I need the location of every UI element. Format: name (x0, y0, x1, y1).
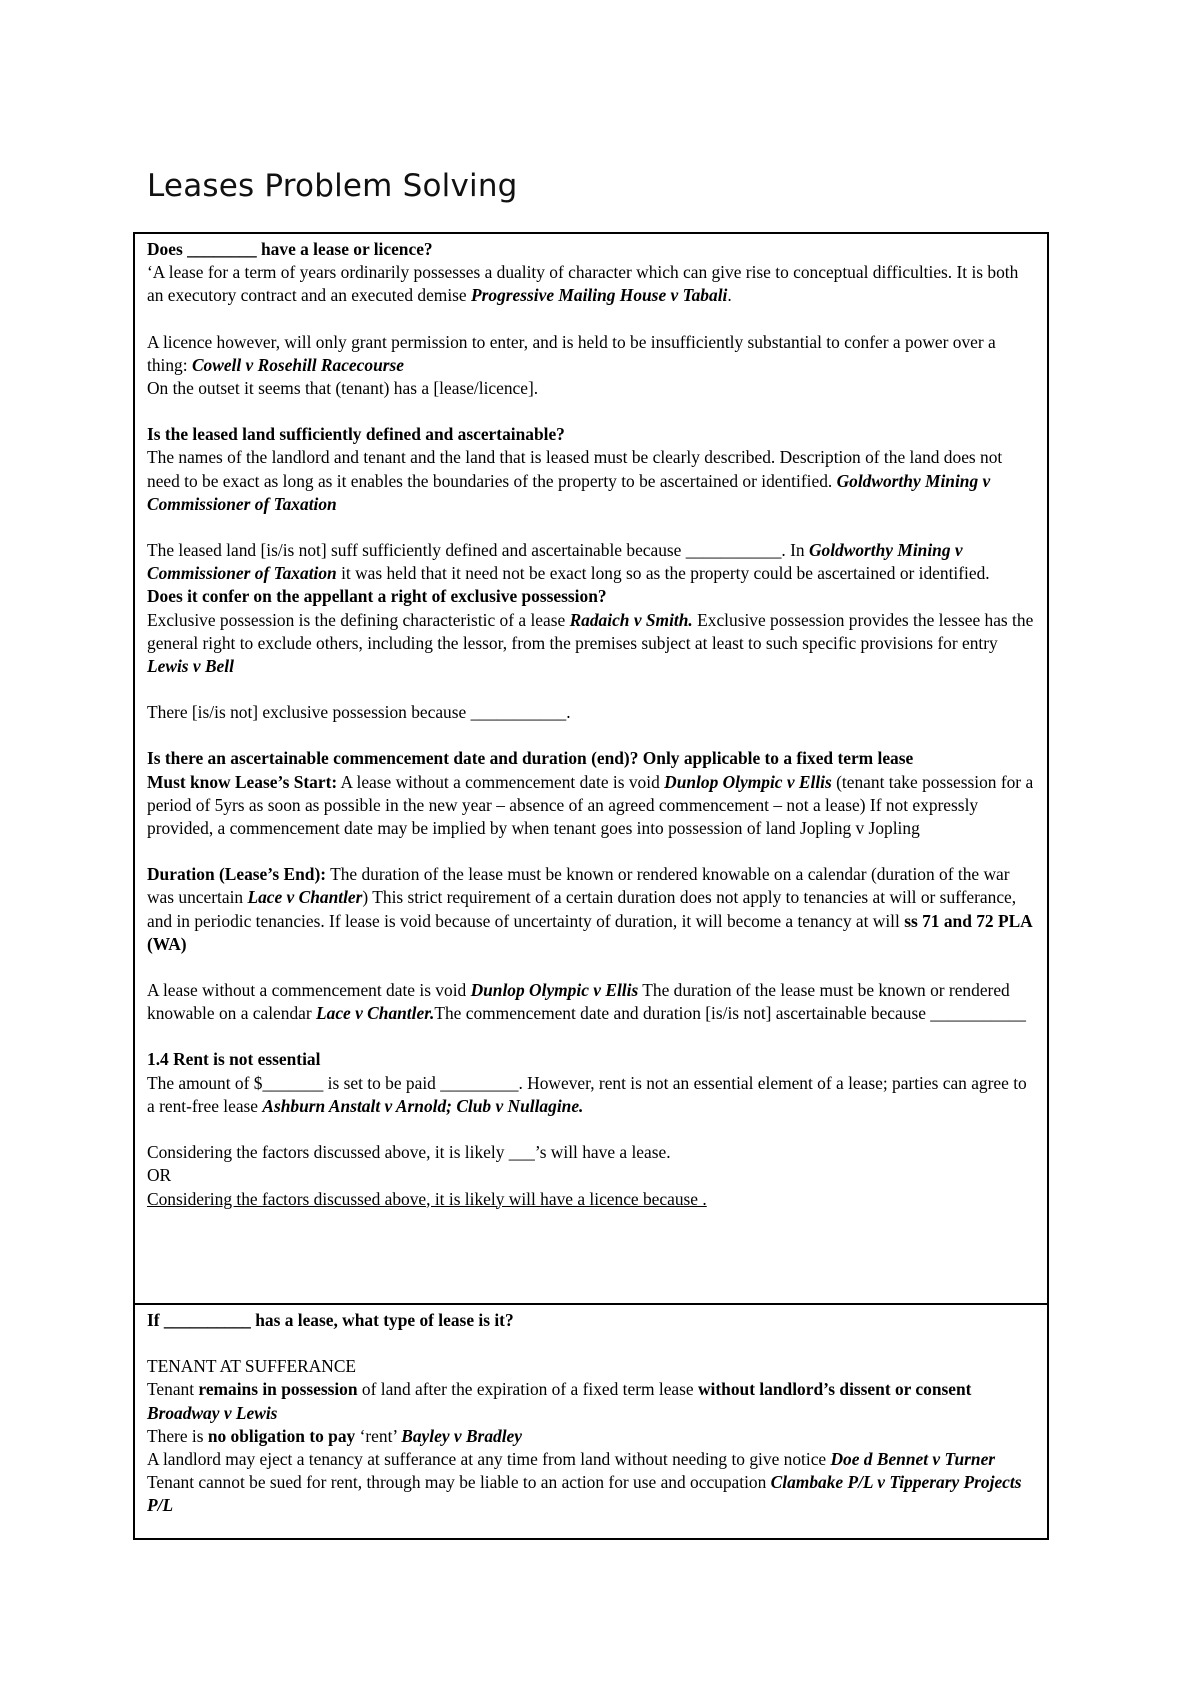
heading-text: 1.4 Rent is not essential (147, 1049, 321, 1070)
paragraph: Considering the factors discussed above, it is likely will have a licence because . (147, 1188, 707, 1209)
label-text: Duration (Lease’s End): (147, 864, 327, 885)
body-text: ’s will have a lease. (534, 1142, 671, 1163)
body-text: The duration of the lease must be known or rendered knowable on a calendar (duration of the war was uncertain (147, 864, 1010, 908)
case-citation: Dunlop Olympic v Ellis (470, 980, 639, 1001)
section-heading (147, 1048, 1037, 1071)
body-text: it was held that it need not be exact long so as the property could be ascertained or identified. (336, 563, 990, 584)
paragraph (147, 1072, 1037, 1118)
body-text: There [is/is not] exclusive possession because (147, 702, 471, 723)
body-text: There is (147, 1425, 208, 1446)
paragraph (147, 771, 1037, 841)
lease-or-licence-section (133, 232, 1049, 1305)
question-text: If (147, 1310, 164, 1330)
case-citation: Broadway v Lewis (147, 1402, 278, 1423)
paragraph (147, 1141, 1037, 1164)
question-heading (147, 238, 1037, 261)
case-citation: Lewis v Bell (147, 656, 234, 677)
label-text: Must know Lease’s Start: (147, 771, 338, 792)
paragraph (147, 1448, 1037, 1471)
body-text: . (566, 702, 571, 723)
body-text: The duration of the lease must be known or rendered knowable on a calendar (147, 980, 1010, 1024)
paragraph: On the outset it seems that (tenant) has a [lease/licence]. (147, 378, 539, 399)
body-text: Tenant cannot be sued for rent, through may be liable to an action for use and occupation (147, 1472, 771, 1493)
paragraph (147, 331, 1037, 377)
blank-field: ___ (508, 1142, 535, 1163)
case-citation: Goldworthy Mining v Commissioner of Taxation (147, 540, 963, 584)
question-heading (147, 585, 1037, 608)
body-text: The commencement date and duration [is/is not] ascertainable because (434, 1003, 931, 1024)
emphasis-text: no obligation to pay (207, 1425, 356, 1446)
case-citation: Radaich v Smith. (569, 609, 693, 630)
paragraph (147, 863, 1037, 956)
question-text: has a lease, what type of lease is it? (250, 1310, 514, 1330)
case-citation: Bayley v Bradley (401, 1425, 522, 1446)
lease-type-section (133, 1303, 1049, 1540)
body-text: of land after the expiration of a fixed term lease (357, 1379, 698, 1400)
blank-field: _______ (262, 1072, 324, 1093)
case-citation: Ashburn Anstalt v Arnold; Club v Nullagine. (262, 1095, 584, 1116)
blank-field: ___________ (930, 1003, 1026, 1024)
paragraph (147, 1378, 1037, 1424)
section-heading: TENANT AT SUFFERANCE (147, 1356, 357, 1377)
question-heading (147, 1309, 1037, 1332)
paragraph (147, 1471, 1037, 1517)
blank-field: __________ (163, 1310, 251, 1330)
question-text: Does (147, 239, 188, 259)
emphasis-text: remains in possession (198, 1379, 358, 1400)
paragraph (147, 609, 1037, 679)
case-citation: Doe d Bennet v Turner (830, 1449, 996, 1470)
body-text: A lease without a commencement date is void (147, 980, 471, 1001)
case-citation: Cowell v Rosehill Racecourse (191, 354, 404, 375)
question-heading (147, 423, 1037, 446)
body-text: ‘A lease for a term of years ordinarily possesses a duality of character which can give rise to conceptual difficulties. It is both an executory contract and an executed demise (147, 262, 1019, 306)
case-citation: Goldworthy Mining v Commissioner of Taxation (147, 470, 991, 514)
body-text: ‘rent’ (355, 1425, 402, 1446)
paragraph: OR (147, 1165, 172, 1186)
blank-field: ________ (187, 239, 257, 259)
paragraph (147, 539, 1037, 585)
question-heading (147, 747, 1037, 770)
body-text: Exclusive possession provides the lessee has the general right to exclude others, including the lessor, from the premises subject at least to such specific provisions for entry (147, 609, 1034, 653)
case-citation: Progressive Mailing House v Tabali (471, 285, 728, 306)
blank-field: _________ (440, 1072, 519, 1093)
blank-field: ___________ (685, 540, 782, 561)
question-text: Does it confer on the appellant a right of exclusive possession? (147, 586, 607, 607)
body-text: The amount of $ (147, 1072, 263, 1093)
question-text: Is the leased land sufficiently defined and ascertainable? (147, 424, 565, 445)
body-text: Exclusive possession is the defining characteristic of a lease (147, 609, 570, 630)
paragraph (147, 261, 1037, 307)
body-text: A landlord may eject a tenancy at sufferance at any time from land without needing to give notice (147, 1449, 831, 1470)
paragraph (147, 1425, 1037, 1448)
body-text: Tenant (147, 1379, 199, 1400)
case-citation: Dunlop Olympic v Ellis (664, 771, 832, 792)
case-citation: Lace v Chantler. (316, 1003, 435, 1024)
body-text: Considering the factors discussed above, it is likely (147, 1142, 509, 1163)
body-text: The names of the landlord and tenant and the land that is leased must be clearly described. Description of the land does not need to be exact as long as it enables the boundaries of the property to be ascertained or identified. (147, 447, 1003, 491)
body-text: . However, rent is not an essential element of a lease; parties can agree to a rent-free lease (147, 1072, 1027, 1116)
question-text: have a lease or licence? (256, 239, 433, 259)
paragraph (147, 446, 1037, 516)
case-citation: Clambake P/L v Tipperary Projects P/L (147, 1472, 1022, 1516)
body-text: A lease without a commencement date is void (337, 771, 665, 792)
body-text: is set to be paid (323, 1072, 441, 1093)
statute-reference: ss 71 and 72 PLA (WA) (147, 910, 1032, 954)
body-text: ) This strict requirement of a certain duration does not apply to tenancies at will or sufferance, and in periodic tenancies. If lease is void because of uncertainty of duration, it will become a tenancy at will (147, 887, 1017, 931)
body-text: The leased land [is/is not] suff sufficiently defined and ascertainable because (147, 540, 686, 561)
page-title: Leases Problem Solving (147, 168, 518, 204)
emphasis-text: without landlord’s dissent or consent (697, 1379, 972, 1400)
paragraph (147, 701, 1037, 724)
body-text: . (727, 285, 732, 306)
paragraph (147, 979, 1037, 1025)
body-text: A licence however, will only grant permission to enter, and is held to be insufficiently substantial to confer a power over a thing: (147, 331, 996, 375)
body-text: . In (781, 540, 809, 561)
case-citation: Lace v Chantler (247, 887, 363, 908)
body-text: (tenant take possession for a period of 5yrs as soon as possible in the new year – absence of an agreed commencement – not a lease) If not expressly provided, a commencement date may be implied by when tenant goes into possession of land Jopling v Jopling (147, 771, 1034, 839)
blank-field: ___________ (470, 702, 567, 723)
question-text: Is there an ascertainable commencement date and duration (end)? Only applicable to a fixed term lease (147, 748, 914, 769)
